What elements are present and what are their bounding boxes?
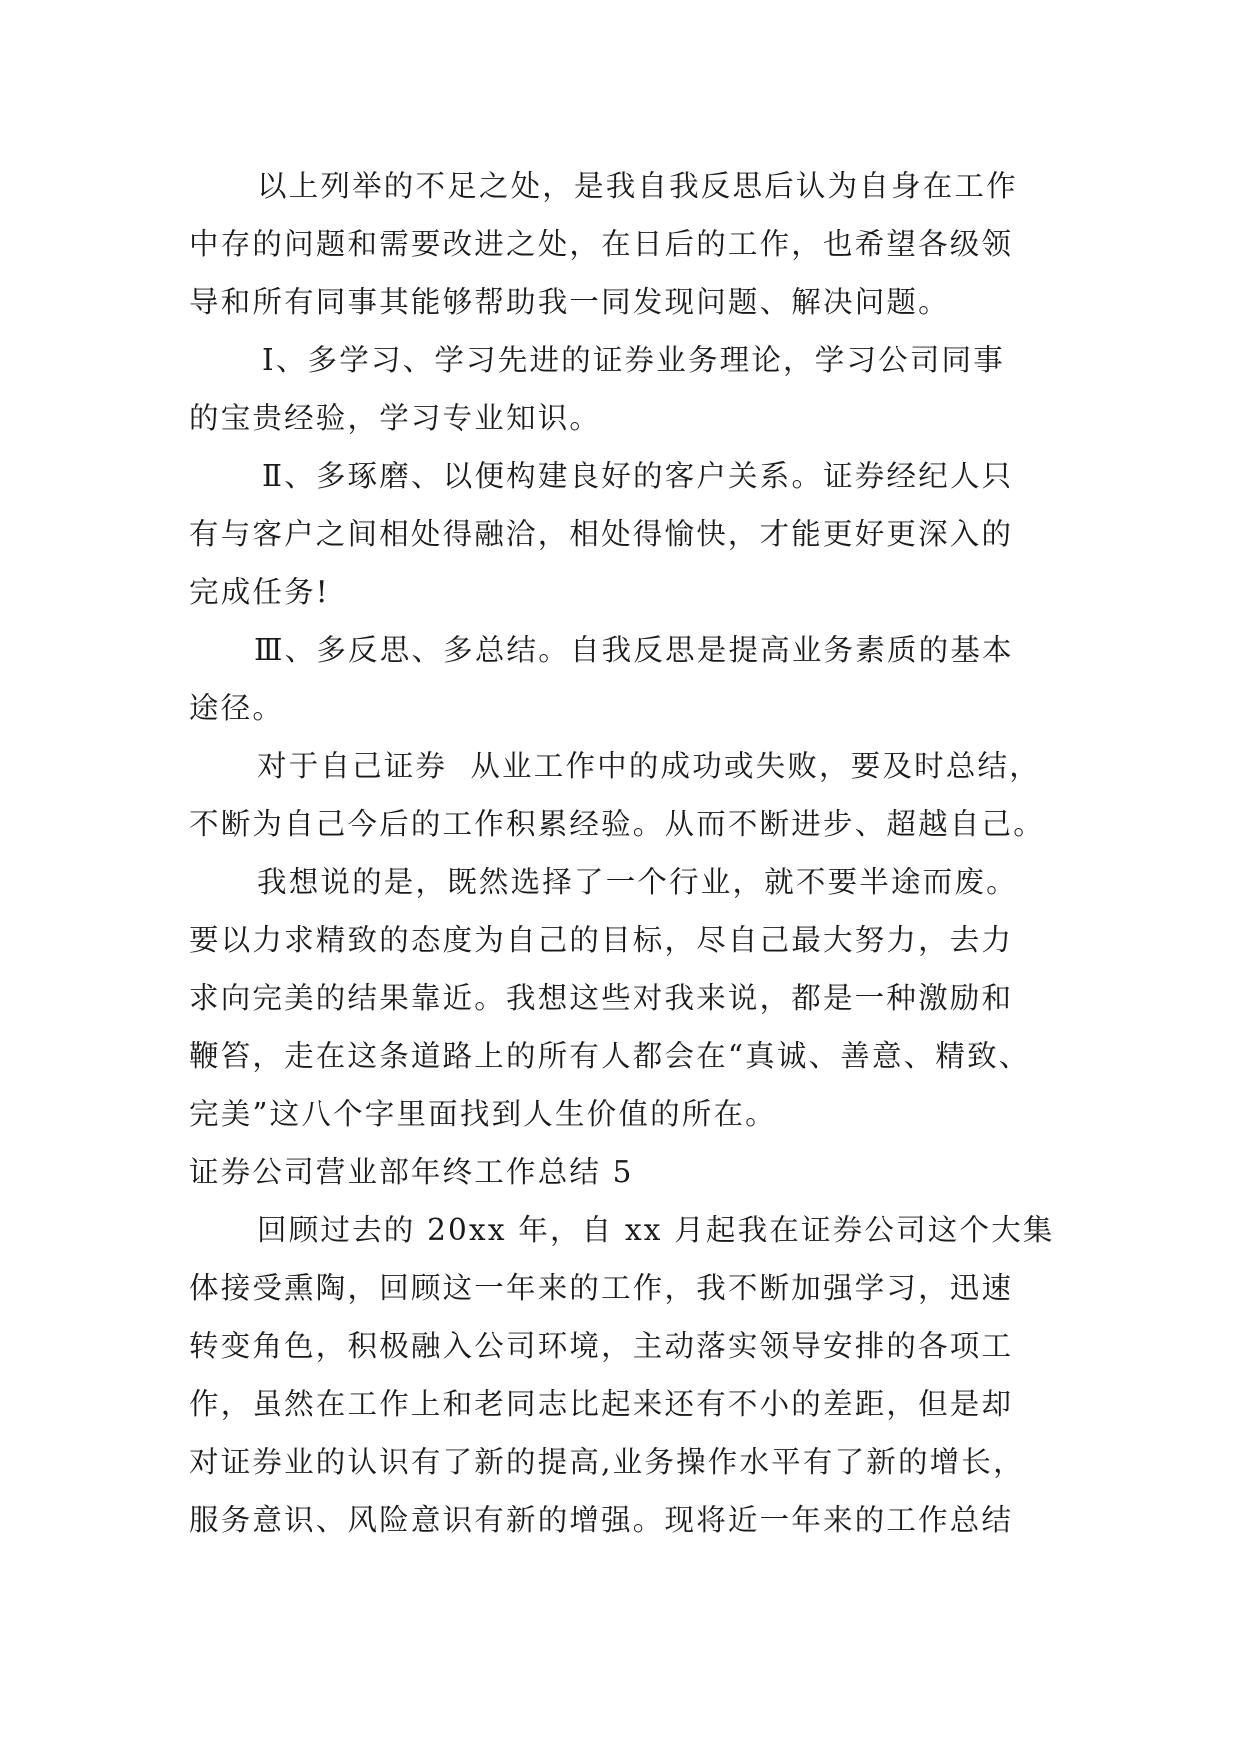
paragraph-line: 有与客户之间相处得融洽，相处得愉快，才能更好更深入的 — [189, 517, 1014, 551]
list-item-line: Ⅲ、多反思、多总结。自我反思是提高业务素质的基本 — [254, 633, 1014, 667]
paragraph-line: 的宝贵经验，学习专业知识。 — [189, 401, 602, 435]
paragraph-line: 对证券业的认识有了新的提高,业务操作水平有了新的增长， — [189, 1445, 1025, 1479]
paragraph-line: 我想说的是，既然选择了一个行业，就不要半途而废。 — [257, 865, 1018, 899]
paragraph-line: 鞭笞，走在这条道路上的所有人都会在“真诚、善意、精致、 — [189, 1039, 1031, 1073]
paragraph-line: 作，虽然在工作上和老同志比起来还有不小的差距，但是却 — [189, 1387, 1014, 1421]
paragraph-line: 对于自己证券 从业工作中的成功或失败，要及时总结， — [257, 749, 1041, 783]
paragraph-line: 体接受熏陶，回顾这一年来的工作，我不断加强学习，迅速 — [189, 1271, 1014, 1305]
list-item-line: Ⅱ、多琢磨、以便构建良好的客户关系。证券经纪人只 — [262, 459, 1014, 493]
paragraph-line: 导和所有同事其能够帮助我一同发现问题、解决问题。 — [189, 285, 950, 319]
paragraph-line: 求向完美的结果靠近。我想这些对我来说，都是一种激励和 — [189, 981, 1014, 1015]
paragraph-line: 要以力求精致的态度为自己的目标，尽自己最大努力，去力 — [189, 923, 1014, 957]
section-heading: 证券公司营业部年终工作总结 5 — [189, 1155, 634, 1189]
paragraph-line: 不断为自己今后的工作积累经验。从而不断进步、超越自己。 — [189, 807, 1045, 841]
paragraph-line: 完美”这八个字里面找到人生价值的所在。 — [189, 1097, 777, 1131]
paragraph-line: 途径。 — [189, 691, 285, 725]
paragraph-line: 以上列举的不足之处，是我自我反思后认为自身在工作 — [257, 169, 1018, 203]
paragraph-line: 服务意识、风险意识有新的增强。现将近一年来的工作总结 — [189, 1503, 1014, 1537]
list-item-line: Ⅰ、多学习、学习先进的证券业务理论，学习公司同事 — [262, 343, 1005, 377]
paragraph-line: 转变角色，积极融入公司环境，主动落实领导安排的各项工 — [189, 1329, 1014, 1363]
paragraph-line: 完成任务! — [189, 575, 330, 609]
paragraph-line: 中存的问题和需要改进之处，在日后的工作，也希望各级领 — [189, 227, 1014, 261]
paragraph-line: 回顾过去的 20xx 年，自 xx 月起我在证券公司这个大集 — [257, 1213, 1055, 1247]
